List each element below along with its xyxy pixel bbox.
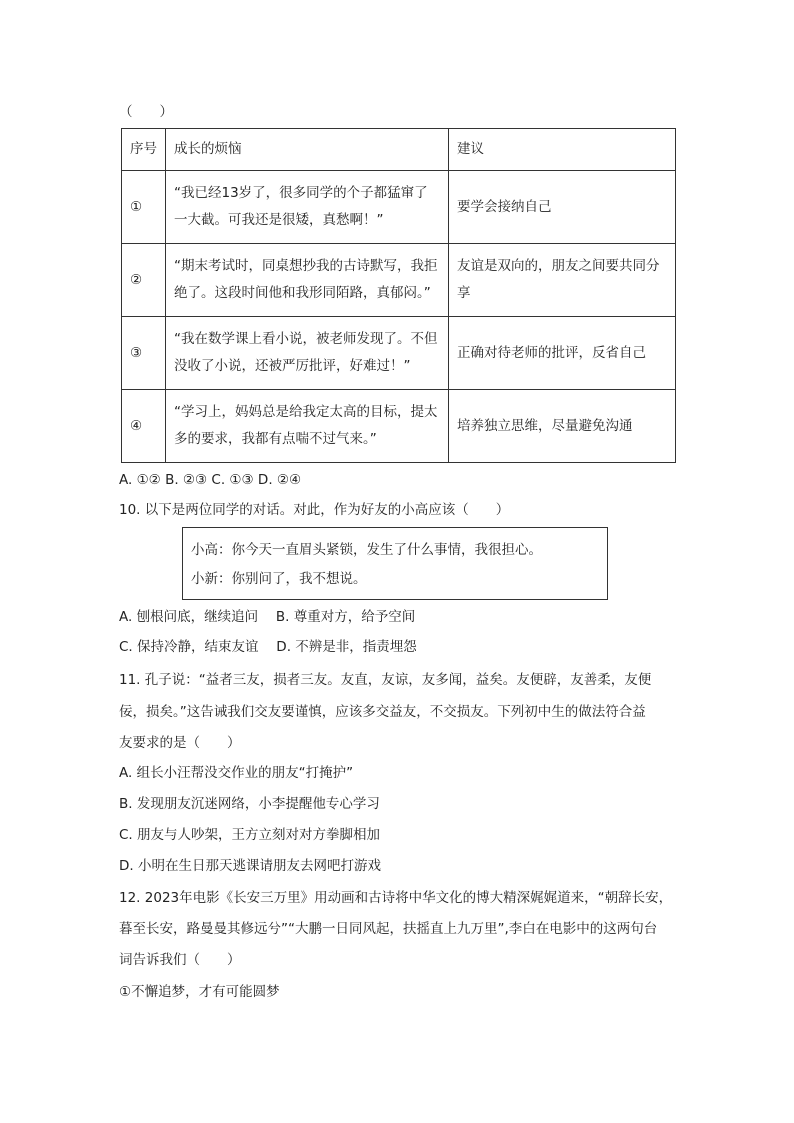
table-header-row (122, 129, 676, 171)
row-trouble (166, 171, 449, 244)
trouble-line: 多的要求，我都有点喘不过气来。” (174, 431, 377, 447)
trouble-line: “学习上，妈妈总是给我定太高的目标，提太 (174, 404, 438, 420)
dialog-box (182, 527, 608, 600)
row-number: ④ (122, 390, 166, 463)
table-row (122, 244, 676, 317)
row-advice (449, 244, 676, 317)
row-trouble (166, 317, 449, 390)
trouble-line: “期末考试时，同桌想抄我的古诗默写，我拒 (174, 258, 438, 274)
header-trouble: 成长的烦恼 (166, 129, 449, 171)
row-number: ② (122, 244, 166, 317)
q10-options-line: A. 刨根问底，继续追问 B. 尊重对方，给予空间 (119, 609, 416, 625)
q10-stem: 10. 以下是两位同学的对话。对此，作为好友的小高应该（ ） (119, 502, 510, 518)
trouble-line: 没收了小说，还被严厉批评，好难过！” (174, 358, 411, 374)
troubles-table (121, 128, 676, 463)
row-trouble (166, 390, 449, 463)
advice-line: 享 (457, 285, 471, 301)
q11-stem-line: 友要求的是（ ） (119, 735, 241, 751)
q10-options-line: C. 保持冷静，结束友谊 D. 不辨是非，指责埋怨 (119, 639, 417, 655)
table-row (122, 317, 676, 390)
row-advice (449, 171, 676, 244)
q11-option-d: D. 小明在生日那天逃课请朋友去网吧打游戏 (119, 858, 381, 874)
header-number: 序号 (122, 129, 166, 171)
trouble-line: 一大截。可我还是很矮，真愁啊！” (174, 212, 384, 228)
advice-line: 培养独立思维，尽量避免沟通 (457, 417, 633, 434)
q9-options: A. ①② B. ②③ C. ①③ D. ②④ (119, 472, 302, 488)
advice-line: 友谊是双向的，朋友之间要共同分 (457, 258, 660, 274)
row-number: ① (122, 171, 166, 244)
row-advice (449, 390, 676, 463)
q12-stem-line: 12. 2023年电影《长安三万里》用动画和古诗将中华文化的博大精深娓娓道来，“朝辞长安， (119, 890, 673, 906)
row-advice (449, 317, 676, 390)
row-trouble (166, 244, 449, 317)
trouble-line: “我在数学课上看小说，被老师发现了。不但 (174, 331, 438, 347)
dialog-line: 小新：你别问了，我不想说。 (191, 571, 367, 587)
header-advice: 建议 (449, 129, 676, 171)
q11-option-c: C. 朋友与人吵架，王方立刻对对方拳脚相加 (119, 827, 381, 843)
q11-stem-line: 佞，损矣。”这告诫我们交友要谨慎，应该多交益友，不交损友。下列初中生的做法符合益 (119, 704, 646, 720)
table-row (122, 171, 676, 244)
q9-answer-bracket: （ ） (119, 104, 173, 120)
trouble-line: 绝了。这段时间他和我形同陌路，真郁闷。” (174, 285, 431, 301)
advice-line: 正确对待老师的批评，反省自己 (457, 344, 646, 361)
q11-option-a: A. 组长小汪帮没交作业的朋友“打掩护” (119, 765, 354, 781)
q12-stem-line: 暮至长安，路曼曼其修远兮”“大鹏一日同风起，扶摇直上九万里”,李白在电影中的这两句台 (119, 921, 658, 937)
row-number: ③ (122, 317, 166, 390)
q11-stem-line: 11. 孔子说：“益者三友，损者三友。友直，友谅，友多闻，益矣。友便辟，友善柔，友便 (119, 672, 652, 688)
q12-stem-line: 词告诉我们（ ） (119, 952, 241, 968)
advice-line: 要学会接纳自己 (457, 198, 552, 215)
trouble-line: “我已经13岁了，很多同学的个子都猛窜了 (174, 185, 428, 201)
table-row (122, 390, 676, 463)
q12-item: ①不懈追梦，才有可能圆梦 (119, 984, 280, 1000)
q11-option-b: B. 发现朋友沉迷网络，小李提醒他专心学习 (119, 796, 380, 812)
dialog-line: 小高：你今天一直眉头紧锁，发生了什么事情，我很担心。 (191, 542, 542, 558)
